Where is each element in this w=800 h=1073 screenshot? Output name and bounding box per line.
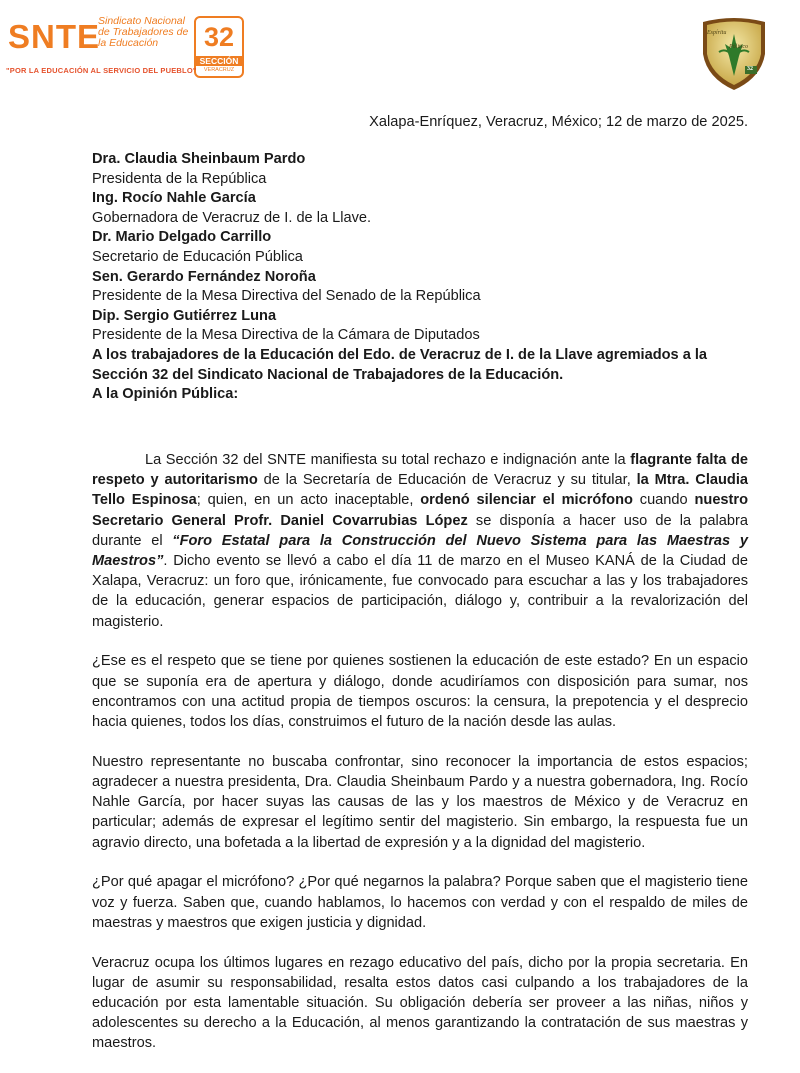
recipient-title: Secretario de Educación Pública	[92, 248, 303, 265]
shield-text-espiritu: Espíritu	[707, 30, 727, 36]
recipient-name: Dra. Claudia Sheinbaum Pardo	[92, 151, 306, 167]
recipient-name: Sen. Gerardo Fernández Noroña	[92, 268, 316, 285]
shield-text-politico: Pólitico	[729, 44, 748, 50]
paragraph-2: ¿Ese es el respeto que se tiene por quienes sostienen la educación de este estado? En un espacio que se suponía era de apertura y diálogo, donde acudiríamos con disposición para sumar, nos encontramos con una actitud propia de tiempos oscuros: la censura, la prepotencia y el desprecio hacia quienes, todos los días, construimos el futuro de la nación desde las aulas.	[92, 653, 748, 731]
recipient-workers: A los trabajadores de la Educación del Edo. de Veracruz de I. de la Llave agremiados a la Sección 32 del Sindicato Nacional de Trabajadores de la Educación.	[92, 346, 708, 383]
paragraph-1	[92, 450, 748, 632]
recipient-name: Dip. Sergio Gutiérrez Luna	[92, 307, 277, 324]
section-label: SECCIÓN	[196, 56, 242, 66]
date-line: Xalapa-Enríquez, Veracruz, México; 12 de marzo de 2025.	[369, 114, 748, 130]
letter-header	[92, 104, 748, 405]
shield-number: 32	[747, 66, 753, 72]
recipient-title: Presidente de la Mesa Directiva de la Cámara de Diputados	[92, 327, 480, 344]
snte-logo-word: SNTE	[8, 18, 101, 55]
p1-bold: flagrante falta de respeto y autoritarismo	[92, 452, 749, 489]
letterhead	[0, 0, 800, 105]
recipient-title: Presidenta de la República	[92, 170, 267, 187]
p1-bold: nuestro Secretario General Profr. Daniel Covarrubias López	[92, 492, 748, 529]
paragraph-4: ¿Por qué apagar el micrófono? ¿Por qué negarnos la palabra? Porque saben que el magisterio tiene voz y fuerza. Saben que, cuando hablamos, lo hacemos con verdad y con el respaldo de miles de maestras y maestros que exigen justicia y dignidad.	[92, 874, 748, 931]
section-number: 32	[203, 22, 235, 52]
p1-text: se disponía a hacer uso de la palabra durante el	[92, 512, 749, 549]
recipient-public: A la Opinión Pública:	[92, 386, 239, 403]
recipients-block	[92, 150, 748, 405]
p1-text: ; quien, en un acto inaceptable,	[196, 492, 421, 509]
recipient-title: Presidente de la Mesa Directiva del Senado de la República	[92, 288, 481, 305]
recipient-name: Dr. Mario Delgado Carrillo	[92, 229, 272, 246]
p1-text: . Dicho evento se llevó a cabo el día 11 de marzo en el Museo KANÁ de la Ciudad de Xalapa, Veracruz: un foro que, irónicamente, fue convocado para escuchar a las y los trabajadores de la educación, generar espacios de participación, diálogo y, contribuir a la revalorización del magisterio.	[92, 553, 748, 630]
paragraph-5: Veracruz ocupa los últimos lugares en rezago educativo del país, dicho por la propia secretaria. En lugar de asumir su responsabilidad, resalta estos datos casi culpando a los trabajadores de la educación por esta lamentable situación. Su obligación debería ser proveer a las niñas, niños y adolescentes su derecho a la Educación, al menos garantizando la contratación de sus maestras y maestros.	[92, 954, 748, 1052]
p1-forum-title: “Foro Estatal para la Construcción del Nuevo Sistema para las Maestras y Maestros”	[92, 532, 748, 570]
snte-slogan: "POR LA EDUCACIÓN AL SERVICIO DEL PUEBLO"	[6, 66, 197, 75]
p1-text: La Sección 32 del SNTE manifiesta su total rechazo e indignación ante la	[145, 452, 631, 468]
p1-bold: la Mtra. Claudia Tello Espinosa	[92, 472, 749, 509]
section-badge	[194, 16, 244, 78]
p1-bold: ordenó silenciar el micrófono	[420, 492, 633, 509]
section-shield-logo	[695, 14, 773, 92]
section-state: VERACRUZ	[203, 67, 235, 73]
snte-logo-name: Sindicato Nacional de Trabajadores de la Educación	[98, 15, 189, 49]
letter-body	[92, 450, 748, 1073]
shield-icon	[695, 14, 773, 92]
paragraph-3: Nuestro representante no buscaba confrontar, sino reconocer la importancia de estos espacios; agradecer a nuestra presidenta, Dra. Claudia Sheinbaum Pardo y a nuestra gobernadora, Ing. Rocío Nahle García, por hacer suyas las causas de las y los maestros de México y de Veracruz en particular; además de expresar el legítimo sentir del magisterio. Sin embargo, la respuesta fue un agravio directo, una bofetada a la libertad de expresión y a la dignidad del magisterio.	[92, 753, 748, 851]
p1-text: cuando	[632, 492, 695, 509]
recipient-title: Gobernadora de Veracruz de I. de la Llave.	[92, 209, 372, 226]
p1-text: de la Secretaría de Educación de Veracruz y su titular,	[257, 472, 637, 489]
recipient-name: Ing. Rocío Nahle García	[92, 190, 256, 207]
